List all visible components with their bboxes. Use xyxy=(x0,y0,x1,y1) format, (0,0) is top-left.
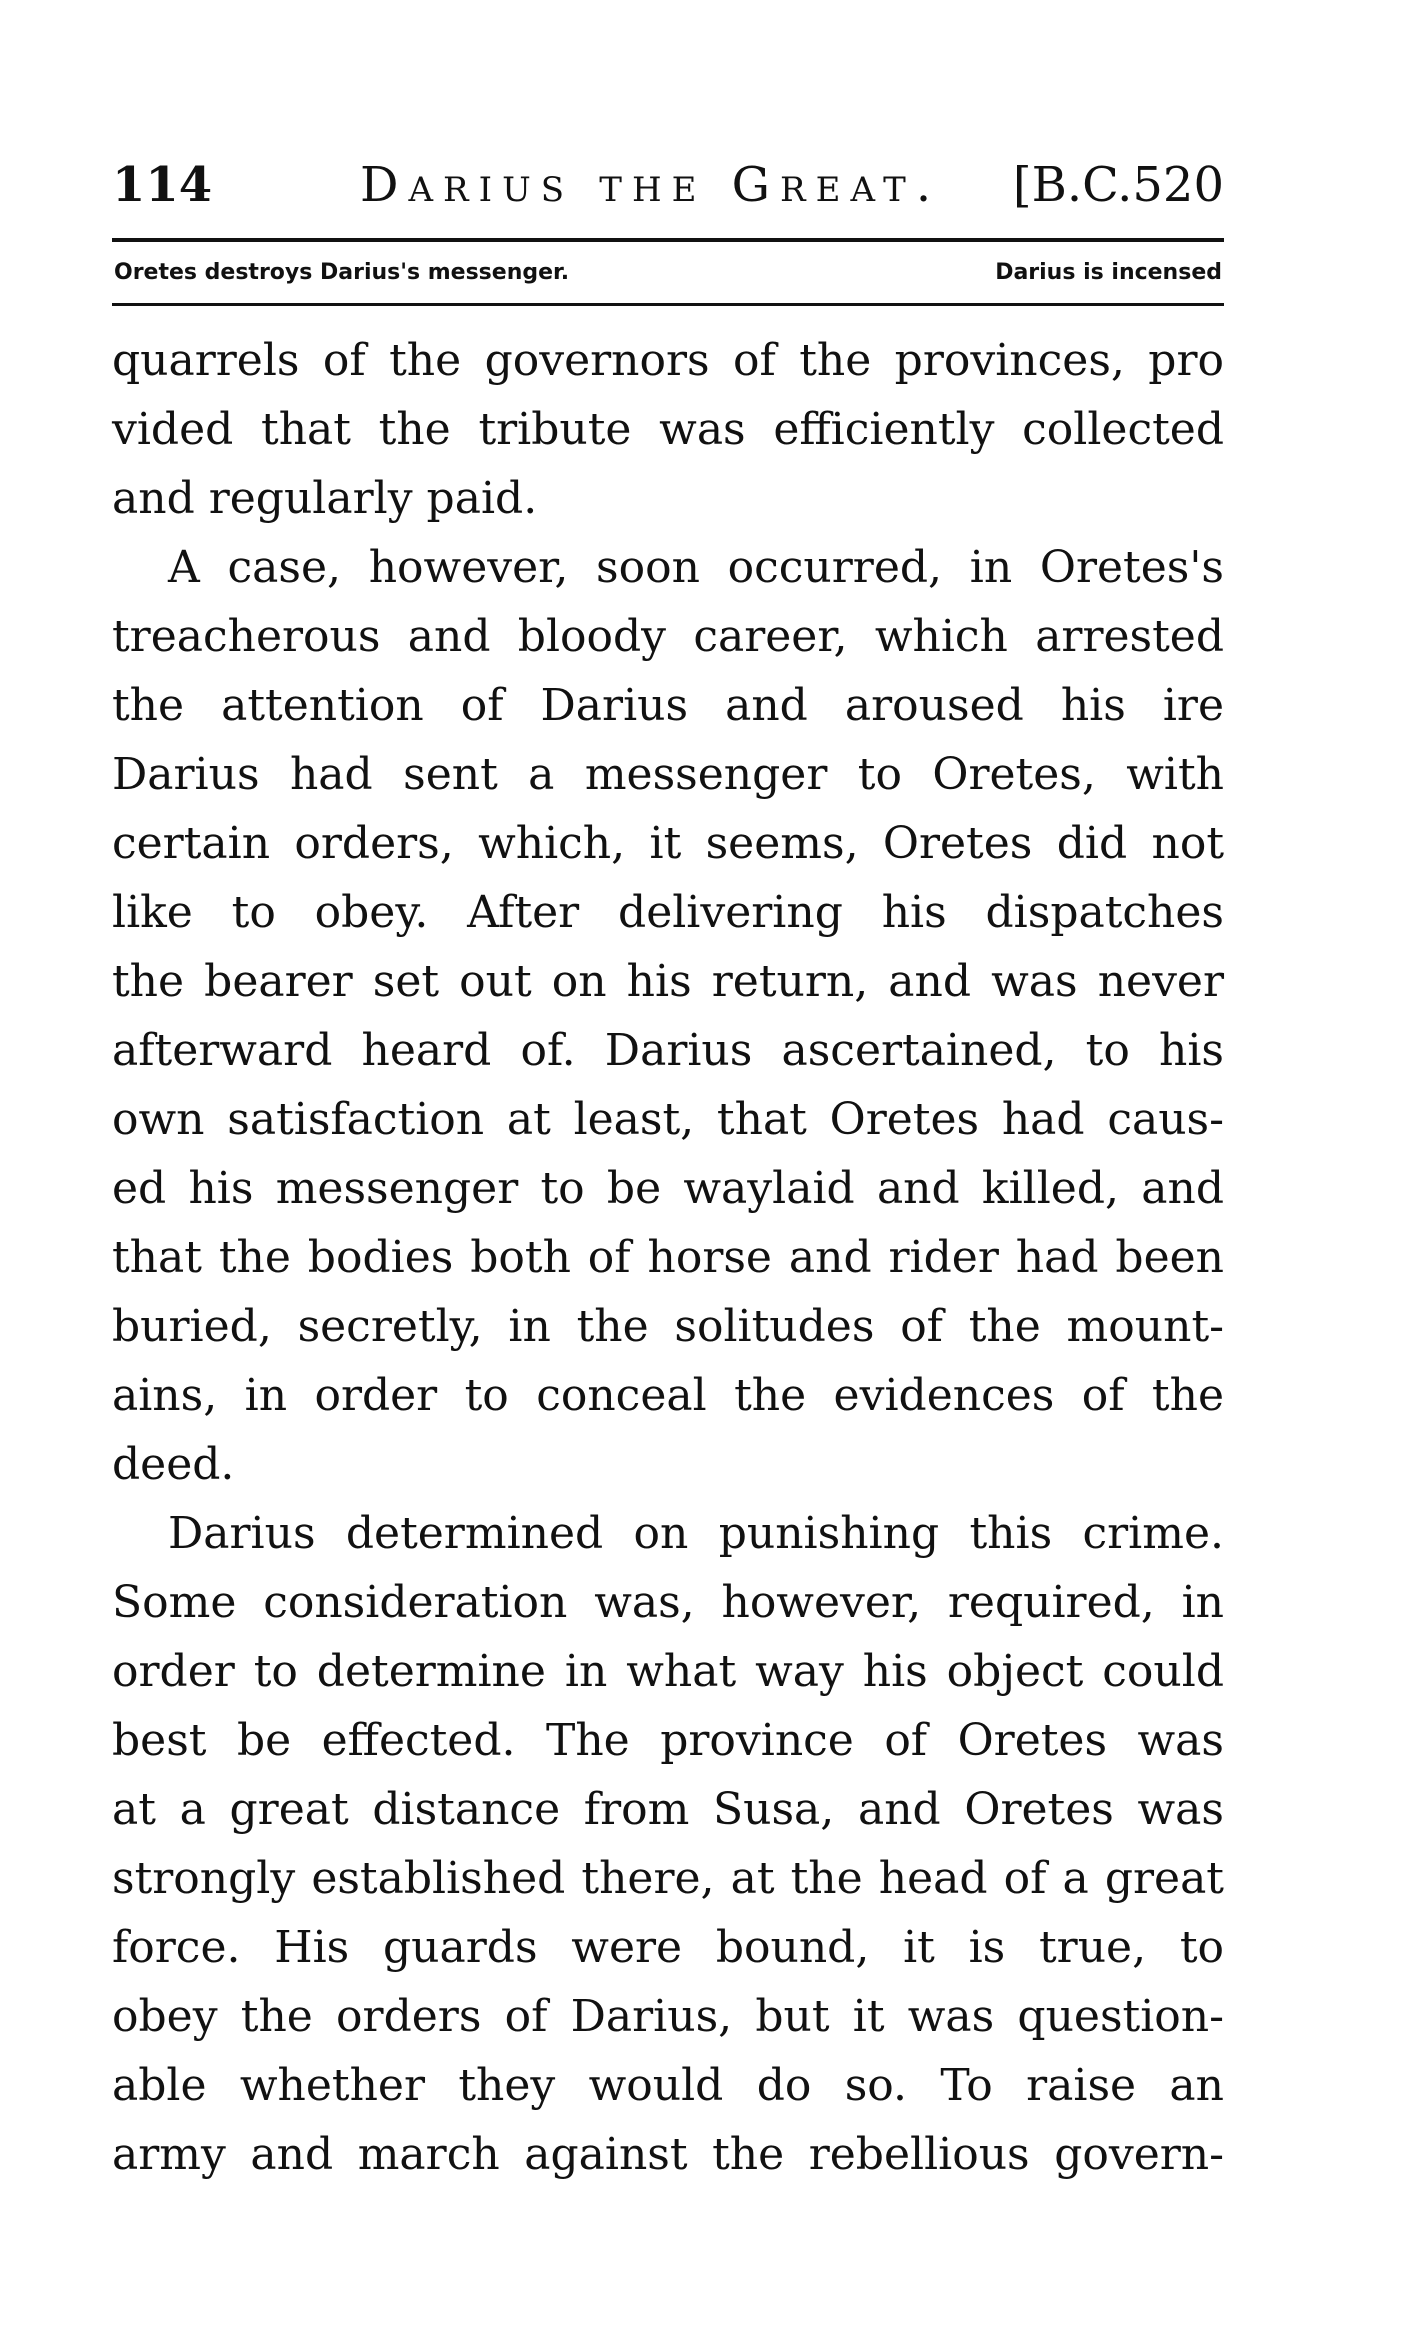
body-text xyxy=(112,326,1224,2189)
text-line: afterward heard of. Darius ascertained, to his xyxy=(112,1025,1224,1076)
page-number: 114 xyxy=(112,157,213,213)
text-line: order to determine in what way his object could xyxy=(112,1646,1224,1697)
text-line: Some consideration was, however, required, in xyxy=(112,1577,1224,1628)
text-line: strongly established there, at the head of a great xyxy=(112,1853,1224,1904)
side-notes xyxy=(114,255,1222,291)
text-line: certain orders, which, it seems, Oretes did not xyxy=(112,818,1224,869)
text-line: Darius determined on punishing this crime. xyxy=(168,1508,1224,1559)
text-line: the attention of Darius and aroused his ire xyxy=(112,680,1224,731)
text-line: at a great distance from Susa, and Oretes was xyxy=(112,1784,1224,1835)
text-line: vided that the tribute was efficiently collected xyxy=(112,404,1224,455)
text-line: like to obey. After delivering his dispatches xyxy=(112,887,1224,938)
text-line: own satisfaction at least, that Oretes had caus- xyxy=(112,1094,1224,1145)
text-line: that the bodies both of horse and rider had been xyxy=(112,1232,1224,1283)
text-line: the bearer set out on his return, and was never xyxy=(112,956,1224,1007)
side-note-right: Darius is incensed xyxy=(995,260,1222,285)
page-header xyxy=(112,150,1224,220)
header-rule-top xyxy=(112,238,1224,242)
text-line: ed his messenger to be waylaid and killed, and xyxy=(112,1163,1224,1214)
text-line: quarrels of the governors of the provinces, pro xyxy=(112,335,1224,386)
text-line: army and march against the rebellious govern- xyxy=(112,2129,1224,2180)
header-rule-bottom xyxy=(112,303,1224,306)
side-note-left: Oretes destroys Darius's messenger. xyxy=(114,260,570,285)
text-line: Darius had sent a messenger to Oretes, with xyxy=(112,749,1224,800)
text-line: best be effected. The province of Oretes was xyxy=(112,1715,1224,1766)
header-date: [B.C.520 xyxy=(1012,157,1224,213)
text-line: A case, however, soon occurred, in Oretes's xyxy=(168,542,1224,593)
text-line: obey the orders of Darius, but it was question- xyxy=(112,1991,1224,2042)
text-line: and regularly paid. xyxy=(112,473,538,524)
text-line: ains, in order to conceal the evidences of the xyxy=(112,1370,1224,1421)
text-line: able whether they would do so. To raise an xyxy=(112,2060,1224,2111)
text-line: buried, secretly, in the solitudes of the mount- xyxy=(112,1301,1224,1352)
text-line: deed. xyxy=(112,1439,235,1490)
text-line: force. His guards were bound, it is true, to xyxy=(112,1922,1224,1973)
text-line: treacherous and bloody career, which arrested xyxy=(112,611,1224,662)
running-title: Darius the Great. xyxy=(360,157,942,213)
